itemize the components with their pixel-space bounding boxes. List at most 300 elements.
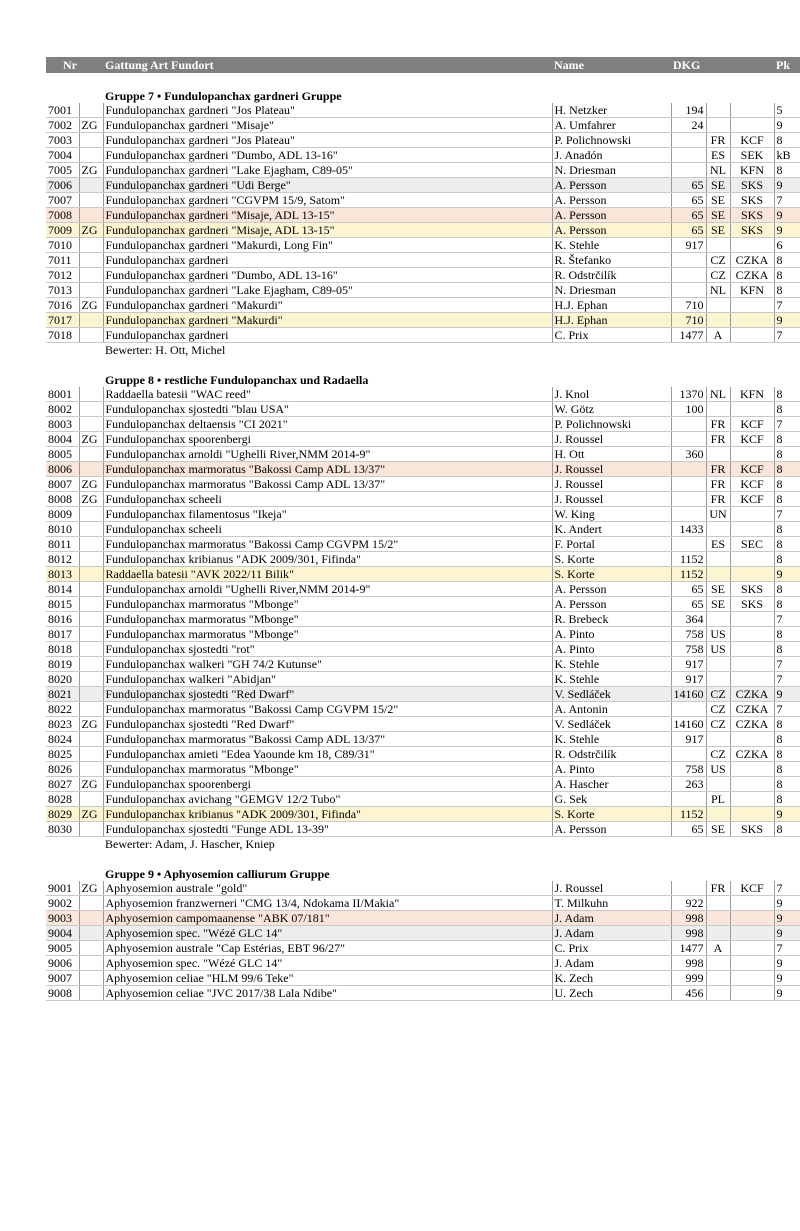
breeder-name: S. Korte: [552, 552, 671, 567]
table-row: [46, 133, 800, 148]
header-pk: Pk: [774, 57, 800, 73]
breeder-name: V. Sedláček: [552, 717, 671, 732]
entry-number: 7011: [46, 253, 79, 268]
zg-flag: [79, 582, 103, 597]
zg-flag: ZG: [79, 163, 103, 178]
rater-label: Bewerter: Adam, J. Hascher, Kniep: [105, 837, 275, 851]
species-location: Fundulopanchax gardneri: [103, 328, 552, 343]
breeder-name: G. Sek: [552, 792, 671, 807]
species-location: Fundulopanchax sjostedti "rot": [103, 642, 552, 657]
country-code: CZ: [706, 717, 730, 732]
breeder-name: F. Portal: [552, 537, 671, 552]
header-name: Name: [552, 57, 671, 73]
dkg-number: 360: [671, 447, 706, 462]
club-code: [730, 657, 774, 672]
club-code: [730, 567, 774, 582]
header-country: [706, 57, 730, 73]
group-title: Gruppe 7 • Fundulopanchax gardneri Gruppe: [105, 89, 342, 103]
group-spacer: [46, 73, 800, 87]
dkg-number: 364: [671, 612, 706, 627]
points: 7: [774, 941, 800, 956]
breeder-name: A. Persson: [552, 208, 671, 223]
entries-table: [46, 57, 800, 1001]
breeder-name: A. Persson: [552, 178, 671, 193]
table-row: [46, 896, 800, 911]
dkg-number: [671, 462, 706, 477]
dkg-number: [671, 747, 706, 762]
header-gattung: Gattung Art Fundort: [103, 57, 552, 73]
country-code: [706, 552, 730, 567]
country-code: US: [706, 642, 730, 657]
breeder-name: J. Roussel: [552, 462, 671, 477]
dkg-number: [671, 792, 706, 807]
zg-flag: [79, 193, 103, 208]
dkg-number: 65: [671, 582, 706, 597]
species-location: Fundulopanchax marmoratus "Bakossi Camp ADL 13/37": [103, 477, 552, 492]
entry-number: 9003: [46, 911, 79, 926]
country-code: [706, 298, 730, 313]
country-code: NL: [706, 283, 730, 298]
breeder-name: J. Roussel: [552, 477, 671, 492]
group-spacer: [46, 851, 800, 865]
zg-flag: ZG: [79, 223, 103, 238]
table-row: [46, 148, 800, 163]
header-nr: Nr: [46, 57, 79, 73]
country-code: FR: [706, 492, 730, 507]
entry-number: 7006: [46, 178, 79, 193]
table-row: [46, 268, 800, 283]
species-location: Fundulopanchax amieti "Edea Yaounde km 18, C89/31": [103, 747, 552, 762]
table-body: [46, 73, 800, 1001]
points: 7: [774, 672, 800, 687]
species-location: Fundulopanchax kribianus "ADK 2009/301, Fifinda": [103, 552, 552, 567]
entry-number: 7017: [46, 313, 79, 328]
club-code: SKS: [730, 223, 774, 238]
species-location: Fundulopanchax spoorenbergi: [103, 777, 552, 792]
species-location: Fundulopanchax sjostedti "Red Dwarf": [103, 717, 552, 732]
points: 9: [774, 178, 800, 193]
breeder-name: H.J. Ephan: [552, 298, 671, 313]
table-row: [46, 103, 800, 118]
points: 8: [774, 163, 800, 178]
club-code: SKS: [730, 178, 774, 193]
species-location: Fundulopanchax arnoldi "Ughelli River,NMM 2014-9": [103, 582, 552, 597]
points: 8: [774, 133, 800, 148]
club-code: [730, 447, 774, 462]
zg-flag: [79, 148, 103, 163]
points: 8: [774, 522, 800, 537]
dkg-number: 710: [671, 298, 706, 313]
table-row: [46, 627, 800, 642]
species-location: Fundulopanchax sjostedti "blau USA": [103, 402, 552, 417]
dkg-number: 922: [671, 896, 706, 911]
breeder-name: H. Netzker: [552, 103, 671, 118]
points: 7: [774, 507, 800, 522]
zg-flag: ZG: [79, 118, 103, 133]
zg-flag: [79, 313, 103, 328]
breeder-name: A. Persson: [552, 822, 671, 837]
points: 9: [774, 687, 800, 702]
country-code: FR: [706, 462, 730, 477]
species-location: Aphyosemion australe "gold": [103, 881, 552, 896]
species-location: Fundulopanchax gardneri "Udi Berge": [103, 178, 552, 193]
entry-number: 7012: [46, 268, 79, 283]
points: 9: [774, 208, 800, 223]
zg-flag: [79, 627, 103, 642]
club-code: KCF: [730, 492, 774, 507]
club-code: [730, 627, 774, 642]
table-row: [46, 118, 800, 133]
entry-number: 9001: [46, 881, 79, 896]
zg-flag: [79, 822, 103, 837]
club-code: SKS: [730, 597, 774, 612]
dkg-number: 1477: [671, 328, 706, 343]
table-row: [46, 552, 800, 567]
dkg-number: 999: [671, 971, 706, 986]
breeder-name: J. Adam: [552, 911, 671, 926]
country-code: [706, 522, 730, 537]
breeder-name: A. Hascher: [552, 777, 671, 792]
dkg-number: 65: [671, 597, 706, 612]
entry-number: 9002: [46, 896, 79, 911]
species-location: Fundulopanchax deltaensis "CI 2021": [103, 417, 552, 432]
dkg-number: 917: [671, 732, 706, 747]
country-code: [706, 103, 730, 118]
results-sheet: [46, 57, 800, 1001]
table-row: [46, 672, 800, 687]
dkg-number: [671, 268, 706, 283]
points: 9: [774, 807, 800, 822]
dkg-number: 14160: [671, 687, 706, 702]
breeder-name: K. Stehle: [552, 238, 671, 253]
entry-number: 8002: [46, 402, 79, 417]
header-club: [730, 57, 774, 73]
points: 8: [774, 492, 800, 507]
points: 7: [774, 881, 800, 896]
country-code: [706, 567, 730, 582]
entry-number: 7004: [46, 148, 79, 163]
table-row: [46, 657, 800, 672]
species-location: Fundulopanchax scheeli: [103, 492, 552, 507]
breeder-name: A. Antonin: [552, 702, 671, 717]
points: 9: [774, 223, 800, 238]
club-code: CZKA: [730, 268, 774, 283]
zg-flag: [79, 971, 103, 986]
club-code: [730, 402, 774, 417]
country-code: CZ: [706, 268, 730, 283]
breeder-name: S. Korte: [552, 567, 671, 582]
country-code: CZ: [706, 687, 730, 702]
dkg-number: [671, 537, 706, 552]
breeder-name: R. Odstrčilík: [552, 268, 671, 283]
entry-number: 8006: [46, 462, 79, 477]
entry-number: 7001: [46, 103, 79, 118]
dkg-number: 1477: [671, 941, 706, 956]
table-row: [46, 687, 800, 702]
club-code: [730, 971, 774, 986]
country-code: [706, 447, 730, 462]
points: 9: [774, 567, 800, 582]
table-row: [46, 522, 800, 537]
country-code: SE: [706, 822, 730, 837]
points: kB: [774, 148, 800, 163]
country-code: ES: [706, 537, 730, 552]
table-row: [46, 732, 800, 747]
points: 9: [774, 926, 800, 941]
entry-number: 8030: [46, 822, 79, 837]
entry-number: 8016: [46, 612, 79, 627]
species-location: Fundulopanchax kribianus "ADK 2009/301, Fifinda": [103, 807, 552, 822]
points: 8: [774, 747, 800, 762]
table-row: [46, 792, 800, 807]
rater-label: Bewerter: H. Ott, Michel: [105, 343, 226, 357]
zg-flag: [79, 657, 103, 672]
country-code: US: [706, 762, 730, 777]
table-row: [46, 313, 800, 328]
table-row: [46, 328, 800, 343]
points: 8: [774, 732, 800, 747]
species-location: Fundulopanchax gardneri "CGVPM 15/9, Satom": [103, 193, 552, 208]
points: 8: [774, 537, 800, 552]
entry-number: 8013: [46, 567, 79, 582]
species-location: Aphyosemion australe "Cap Estérias, EBT 96/27": [103, 941, 552, 956]
breeder-name: A. Pinto: [552, 642, 671, 657]
club-code: [730, 328, 774, 343]
dkg-number: [671, 507, 706, 522]
points: 9: [774, 956, 800, 971]
dkg-number: 1152: [671, 807, 706, 822]
club-code: SKS: [730, 822, 774, 837]
species-location: Fundulopanchax arnoldi "Ughelli River,NMM 2014-9": [103, 447, 552, 462]
zg-flag: [79, 507, 103, 522]
table-row: [46, 702, 800, 717]
points: 8: [774, 253, 800, 268]
dkg-number: 998: [671, 956, 706, 971]
breeder-name: S. Korte: [552, 807, 671, 822]
breeder-name: A. Pinto: [552, 627, 671, 642]
entry-number: 8001: [46, 387, 79, 402]
dkg-number: [671, 477, 706, 492]
country-code: [706, 777, 730, 792]
entry-number: 8004: [46, 432, 79, 447]
club-code: [730, 762, 774, 777]
breeder-name: C. Prix: [552, 328, 671, 343]
entry-number: 8012: [46, 552, 79, 567]
group-spacer: [46, 357, 800, 371]
club-code: [730, 313, 774, 328]
table-row: [46, 387, 800, 402]
country-code: [706, 911, 730, 926]
table-row: [46, 582, 800, 597]
species-location: Fundulopanchax gardneri "Jos Plateau": [103, 133, 552, 148]
zg-flag: [79, 178, 103, 193]
species-location: Fundulopanchax gardneri "Lake Ejagham, C89-05": [103, 163, 552, 178]
dkg-number: [671, 881, 706, 896]
country-code: [706, 732, 730, 747]
table-row: [46, 178, 800, 193]
country-code: SE: [706, 582, 730, 597]
zg-flag: [79, 941, 103, 956]
breeder-name: R. Odstrčilík: [552, 747, 671, 762]
entry-number: 8029: [46, 807, 79, 822]
breeder-name: U. Zech: [552, 986, 671, 1001]
country-code: [706, 402, 730, 417]
club-code: [730, 926, 774, 941]
zg-flag: [79, 447, 103, 462]
species-location: Fundulopanchax gardneri "Makurdi": [103, 313, 552, 328]
species-location: Fundulopanchax sjostedti "Funge ADL 13-39": [103, 822, 552, 837]
entry-number: 7003: [46, 133, 79, 148]
table-row: [46, 941, 800, 956]
breeder-name: A. Umfahrer: [552, 118, 671, 133]
entry-number: 7008: [46, 208, 79, 223]
entry-number: 8023: [46, 717, 79, 732]
species-location: Fundulopanchax gardneri "Misaje, ADL 13-15": [103, 208, 552, 223]
table-row: [46, 822, 800, 837]
club-code: [730, 642, 774, 657]
dkg-number: 263: [671, 777, 706, 792]
dkg-number: 998: [671, 911, 706, 926]
species-location: Fundulopanchax gardneri "Dumbo, ADL 13-16": [103, 148, 552, 163]
zg-flag: ZG: [79, 432, 103, 447]
species-location: Fundulopanchax marmoratus "Mbonge": [103, 762, 552, 777]
species-location: Aphyosemion franzwerneri "CMG 13/4, Ndokama II/Makia": [103, 896, 552, 911]
entry-number: 9006: [46, 956, 79, 971]
zg-flag: ZG: [79, 807, 103, 822]
dkg-number: 24: [671, 118, 706, 133]
entry-number: 8011: [46, 537, 79, 552]
entry-number: 8008: [46, 492, 79, 507]
club-code: [730, 777, 774, 792]
table-row: [46, 417, 800, 432]
country-code: FR: [706, 133, 730, 148]
club-code: KCF: [730, 417, 774, 432]
breeder-name: T. Milkuhn: [552, 896, 671, 911]
table-row: [46, 762, 800, 777]
zg-flag: [79, 597, 103, 612]
entry-number: 8015: [46, 597, 79, 612]
breeder-name: J. Roussel: [552, 492, 671, 507]
points: 8: [774, 283, 800, 298]
zg-flag: [79, 986, 103, 1001]
points: 8: [774, 387, 800, 402]
breeder-name: A. Persson: [552, 597, 671, 612]
breeder-name: K. Stehle: [552, 732, 671, 747]
zg-flag: [79, 133, 103, 148]
breeder-name: K. Stehle: [552, 657, 671, 672]
dkg-number: 14160: [671, 717, 706, 732]
zg-flag: [79, 792, 103, 807]
club-code: SEK: [730, 148, 774, 163]
country-code: [706, 896, 730, 911]
club-code: [730, 552, 774, 567]
club-code: KFN: [730, 283, 774, 298]
table-row: [46, 238, 800, 253]
points: 7: [774, 417, 800, 432]
club-code: [730, 612, 774, 627]
entry-number: 9005: [46, 941, 79, 956]
country-code: CZ: [706, 747, 730, 762]
species-location: Fundulopanchax scheeli: [103, 522, 552, 537]
points: 8: [774, 462, 800, 477]
table-row: [46, 881, 800, 896]
country-code: [706, 238, 730, 253]
dkg-number: 1152: [671, 567, 706, 582]
entry-number: 7010: [46, 238, 79, 253]
country-code: [706, 986, 730, 1001]
group-title: Gruppe 9 • Aphyosemion calliurum Gruppe: [105, 867, 330, 881]
zg-flag: [79, 732, 103, 747]
zg-flag: [79, 268, 103, 283]
dkg-number: 998: [671, 926, 706, 941]
species-location: Fundulopanchax filamentosus "Ikeja": [103, 507, 552, 522]
points: 8: [774, 822, 800, 837]
zg-flag: [79, 387, 103, 402]
breeder-name: J. Knol: [552, 387, 671, 402]
entry-number: 7002: [46, 118, 79, 133]
country-code: A: [706, 941, 730, 956]
breeder-name: C. Prix: [552, 941, 671, 956]
points: 6: [774, 238, 800, 253]
entry-number: 8024: [46, 732, 79, 747]
dkg-number: [671, 148, 706, 163]
entry-number: 8005: [46, 447, 79, 462]
zg-flag: [79, 702, 103, 717]
country-code: FR: [706, 881, 730, 896]
header-zg: [79, 57, 103, 73]
club-code: CZKA: [730, 747, 774, 762]
breeder-name: R. Brebeck: [552, 612, 671, 627]
club-code: KCF: [730, 477, 774, 492]
breeder-name: N. Driesman: [552, 283, 671, 298]
entry-number: 9007: [46, 971, 79, 986]
entry-number: 8026: [46, 762, 79, 777]
dkg-number: 1433: [671, 522, 706, 537]
species-location: Fundulopanchax marmoratus "Mbonge": [103, 612, 552, 627]
club-code: KFN: [730, 163, 774, 178]
species-location: Aphyosemion celiae "JVC 2017/38 Lala Ndibe": [103, 986, 552, 1001]
zg-flag: [79, 762, 103, 777]
zg-flag: [79, 747, 103, 762]
table-row: [46, 567, 800, 582]
zg-flag: [79, 238, 103, 253]
dkg-number: 917: [671, 672, 706, 687]
club-code: [730, 956, 774, 971]
points: 7: [774, 657, 800, 672]
club-code: CZKA: [730, 687, 774, 702]
breeder-name: R. Štefanko: [552, 253, 671, 268]
points: 9: [774, 986, 800, 1001]
table-row: [46, 253, 800, 268]
species-location: Fundulopanchax marmoratus "Bakossi Camp CGVPM 15/2": [103, 702, 552, 717]
table-row: [46, 283, 800, 298]
table-row: [46, 537, 800, 552]
points: 7: [774, 612, 800, 627]
country-code: [706, 956, 730, 971]
entry-number: 8014: [46, 582, 79, 597]
points: 9: [774, 118, 800, 133]
table-row: [46, 971, 800, 986]
zg-flag: [79, 283, 103, 298]
points: 8: [774, 777, 800, 792]
breeder-name: A. Persson: [552, 223, 671, 238]
dkg-number: [671, 432, 706, 447]
table-row: [46, 432, 800, 447]
entry-number: 7007: [46, 193, 79, 208]
zg-flag: [79, 926, 103, 941]
club-code: CZKA: [730, 717, 774, 732]
club-code: CZKA: [730, 702, 774, 717]
